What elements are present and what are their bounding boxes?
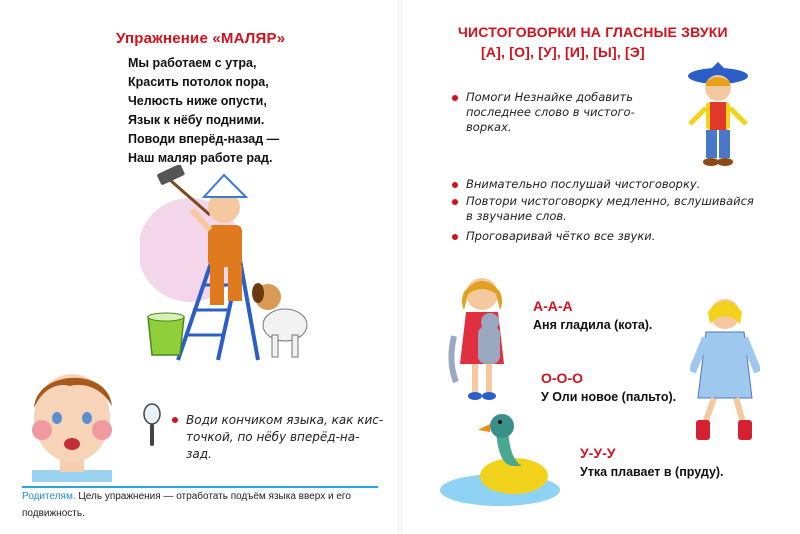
instruction-item	[452, 229, 655, 244]
bullet-text: Повтори чистоговорку медленно, вслушивайся	[466, 194, 754, 208]
girl-with-cat-illustration	[444, 272, 520, 404]
parents-note	[22, 488, 378, 522]
bullet-text: ворках.	[466, 120, 512, 134]
bullet-dot	[452, 95, 458, 101]
bullet-dot	[172, 417, 178, 423]
poem-line: Язык к нёбу подними.	[128, 113, 265, 127]
bullet-text: последнее слово в чистого-	[466, 105, 635, 119]
bullet-text: Помоги Незнайке добавить	[466, 90, 633, 104]
sound-u: У-У-У	[580, 445, 616, 461]
boy-face-illustration	[22, 360, 122, 482]
section-title: ЧИСТОГОВОРКИ НА ГЛАСНЫЕ ЗВУКИ	[458, 24, 728, 40]
exercise-instruction	[172, 412, 383, 463]
parents-text: Цель упражнения — отработать подъём языка вверх и его	[75, 491, 351, 502]
phrase-o: У Оли новое (пальто).	[541, 390, 677, 404]
phrase-u: Утка плавает в (пруду).	[580, 465, 724, 479]
bullet-text: в звучание слов.	[466, 209, 567, 223]
girl-in-coat-illustration	[690, 294, 760, 446]
instruction-item	[452, 90, 635, 135]
poem-line: Поводи вперёд-назад —	[128, 132, 280, 146]
sound-o: О-О-О	[541, 370, 583, 386]
poem-line: Челюсть ниже опусти,	[128, 94, 267, 108]
bullet-text: Внимательно послушай чистоговорку.	[466, 177, 701, 191]
poem-line: Мы работаем с утра,	[128, 56, 257, 70]
instruction-item	[452, 194, 754, 224]
instruction-line: Води кончиком языка, как кис-	[186, 413, 384, 427]
bullet-dot	[452, 199, 458, 205]
poem-line: Наш маляр работе рад.	[128, 151, 273, 165]
bullet-dot	[452, 234, 458, 240]
mirror-icon	[143, 403, 161, 449]
bullet-dot	[452, 182, 458, 188]
parents-text-end: подвижность.	[22, 508, 85, 519]
phrase-a: Аня гладила (кота).	[533, 318, 653, 332]
bullet-text: Проговаривай чётко все звуки.	[466, 229, 656, 243]
painter-illustration	[140, 165, 320, 370]
exercise-title: Упражнение «МАЛЯР»	[116, 30, 286, 47]
section-subtitle: [А], [О], [У], [И], [Ы], [Э]	[481, 44, 645, 60]
neznaika-illustration	[684, 62, 752, 168]
duck-illustration	[438, 404, 562, 508]
page-gutter	[398, 0, 402, 534]
parents-label: Родителям.	[22, 491, 76, 502]
instruction-item	[452, 177, 700, 192]
sound-a: А-А-А	[533, 298, 573, 314]
poem	[128, 54, 279, 168]
poem-line: Красить потолок пора,	[128, 75, 269, 89]
instruction-line: точкой, по нёбу вперёд-на-	[186, 430, 360, 444]
instruction-line: зад.	[186, 447, 212, 461]
